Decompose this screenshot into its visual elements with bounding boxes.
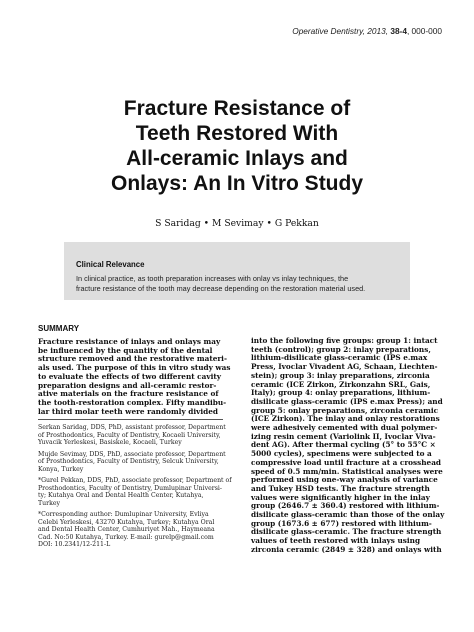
- clinical-relevance-heading: Clinical Relevance: [76, 260, 145, 269]
- abstract-line: compressive load until fracture at a crosshead: [251, 457, 442, 467]
- abstract-line: teeth (control); group 2: inlay preparations,: [251, 344, 431, 354]
- affiliation-line: Cad. No:50 Kutahya, Turkey. E-mail: gurelp@gmail.com: [38, 533, 214, 541]
- left-column: [38, 324, 232, 549]
- abstract-line: lithium-disilicate glass-ceramic (IPS e.max: [251, 353, 428, 363]
- affiliation-line: Serkan Saridag, DDS, PhD, assistant professor, Department: [38, 424, 226, 432]
- summary-line: the tooth-restoration complex. Fifty mandibu-: [38, 397, 227, 407]
- abstract-line: disilicate glass-ceramic. The fracture strength: [251, 527, 442, 537]
- abstract-line: group 5: onlay preparations, zirconia ceramic: [251, 405, 439, 415]
- journal-year: , 2013,: [362, 26, 389, 36]
- journal-name: Operative Dentistry: [292, 26, 363, 36]
- title-line: Fracture Resistance of: [123, 97, 351, 120]
- clinical-relevance-box: [64, 242, 410, 300]
- affiliation-line: *Gurel Pekkan, DDS, PhD, associate professor, Department of: [38, 477, 232, 485]
- title-line: Teeth Restored With: [135, 122, 339, 145]
- journal-citation: [292, 26, 442, 36]
- summary-line: als used. The purpose of this in vitro study was: [38, 363, 231, 373]
- abstract-line: 5000 cycles), specimens were subjected to a: [251, 449, 432, 459]
- summary-line: preparation designs and all-ceramic restor-: [38, 380, 217, 390]
- affiliation-line: ty; Kutahya Oral and Dental Health Center, Kutahya,: [38, 492, 204, 500]
- affiliation-line: of Prosthodontics, Faculty of Dentistry, Selcuk University,: [38, 458, 219, 466]
- abstract-line: into the following five groups: group 1: intact: [251, 336, 438, 345]
- abstract-line: Press, Ivoclar Vivadent AG, Schaan, Liechten-: [251, 362, 438, 372]
- author-list: S Saridag • M Sevimay • G Pekkan: [155, 218, 319, 229]
- summary-line: be influenced by the quantity of the dental: [38, 345, 213, 355]
- affiliations: [38, 424, 232, 549]
- affiliation-line: Yuvacik Yerleskesi, Basiskele, Kocaeli, Turkey: [38, 439, 182, 447]
- affiliation-line: Turkey: [38, 499, 60, 507]
- abstract-line: and Tukey HSD tests. The fracture strength: [251, 483, 430, 493]
- journal-volume: 38-4: [390, 26, 407, 36]
- affiliation-line: Prosthodontics, Faculty of Dentistry, Dumlupinar Universi-: [38, 484, 223, 492]
- title-line: All-ceramic Inlays and: [126, 147, 348, 170]
- abstract-line: ceramic (ICE Zirkon, Zirkonzahn SRL, Gais,: [251, 379, 431, 389]
- right-column: [251, 336, 445, 555]
- abstract-line: values of teeth restored with inlays using: [251, 536, 421, 546]
- summary-line: ative materials on the fracture resistance of: [38, 389, 219, 399]
- journal-pages: , 000-000: [406, 26, 442, 36]
- relevance-line: fracture resistance of the tooth may decrease depending on the restoration material used.: [76, 283, 366, 293]
- affiliation-line: Konya, Turkey: [38, 465, 84, 473]
- summary-line: structure removed and the restorative materi-: [38, 354, 227, 364]
- abstract-line: dent AG). After thermal cycling (5° to 55°C ×: [251, 440, 436, 450]
- affiliation-line: Celebi Yerleskesi, 43270 Kutahya, Turkey; Kutahya Oral: [38, 518, 215, 526]
- abstract-line: speed of 0.5 mm/min. Statistical analyses were: [251, 466, 443, 476]
- summary-line: to evaluate the effects of two different cavity: [38, 371, 221, 381]
- abstract-line: were adhesively cemented with dual polymer-: [251, 423, 438, 433]
- abstract-continuation: [251, 336, 445, 555]
- abstract-line: (ICE Zirkon). The inlay and onlay restorations: [251, 414, 440, 424]
- abstract-line: zirconia ceramic (2849 ± 328) and onlays with: [251, 544, 442, 554]
- abstract-line: disilicate glass-ceramic than those of the onlay: [251, 510, 445, 520]
- abstract-line: Italy); group 4: onlay preparations, lithium-: [251, 388, 431, 398]
- abstract-line: performed using one-way analysis of variance: [251, 475, 438, 485]
- article-title: [0, 96, 474, 196]
- doi[interactable]: DOI: 10.2341/12-211-L: [38, 541, 111, 549]
- summary-text: [38, 337, 231, 416]
- affiliation-line: of Prosthodontics, Faculty of Dentistry, Kocaeli University,: [38, 431, 221, 439]
- summary-line: lar third molar teeth were randomly divided: [38, 406, 218, 416]
- clinical-relevance-text: [76, 274, 406, 293]
- abstract-line: values were significantly higher in the inlay: [251, 492, 430, 502]
- abstract-line: stein); group 3: inlay preparations, zirconia: [251, 370, 430, 380]
- abstract-line: group (1673.6 ± 677) restored with lithium-: [251, 518, 432, 528]
- abstract-line: izing resin cement (Variolink II, Ivoclar Viva-: [251, 431, 436, 441]
- summary-heading: SUMMARY: [38, 324, 80, 333]
- summary-line: Fracture resistance of inlays and onlays may: [38, 337, 221, 346]
- footnote-divider: [38, 419, 223, 420]
- abstract-line: group (2646.7 ± 360.4) restored with lithium-: [251, 501, 440, 511]
- title-line: Onlays: An In Vitro Study: [110, 172, 364, 195]
- abstract-line: disilicate glass-ceramic (IPS e.max Press); and: [251, 396, 443, 406]
- affiliation-line: and Dental Health Center, Cumhuriyet Mah., Haymeana: [38, 526, 215, 534]
- relevance-line: In clinical practice, as tooth preparation increases with onlay vs inlay techniques, the: [76, 274, 349, 283]
- affiliation-line: *Corresponding author: Dumlupinar University, Evliya: [38, 511, 209, 519]
- affiliation-line: Mujde Sevimay, DDS, PhD, associate professor, Department: [38, 450, 226, 458]
